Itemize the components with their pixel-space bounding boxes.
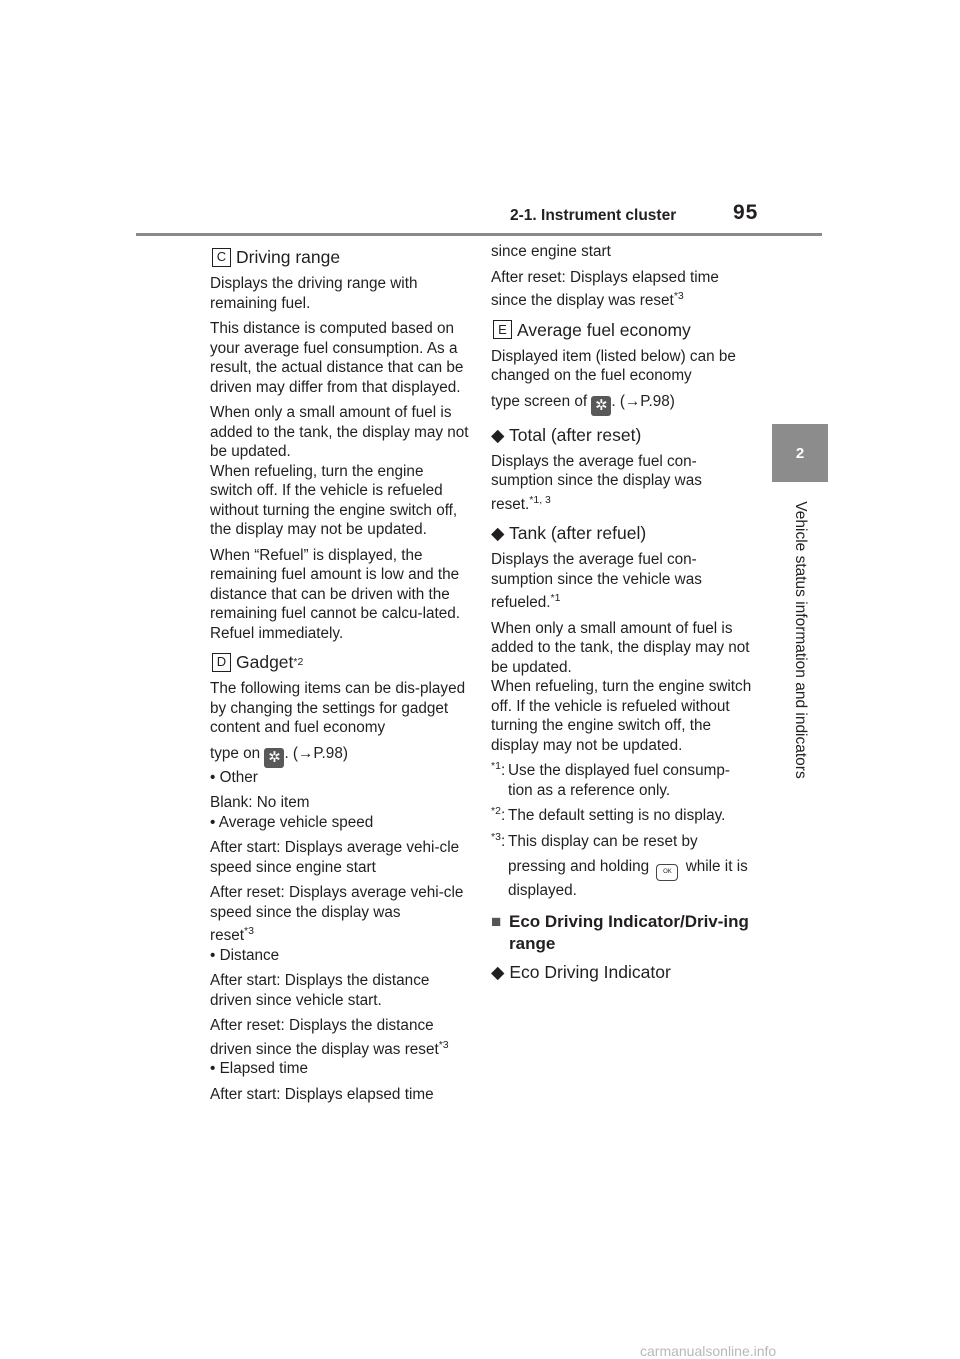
footnote-1	[491, 761, 753, 800]
chapter-title: Vehicle status information and indicators	[792, 501, 809, 779]
avg-after-reset-end	[210, 926, 470, 946]
elapsed-cont: since engine start	[491, 243, 611, 260]
footnote-2	[491, 806, 753, 826]
elapsed-after-reset-b	[491, 291, 753, 311]
right-column	[491, 242, 753, 983]
chapter-number: 2	[795, 444, 805, 462]
driving-range-p2: This distance is computed based on your average fuel consumption. As a result, the actual distance that can be driven may differ from that displayed.	[210, 320, 464, 396]
avg-fuel-type: type screen of	[491, 392, 588, 410]
gadget-ref: . (→P.98)	[284, 744, 348, 762]
diamond-bullet-icon: ◆	[491, 961, 505, 982]
section-title: 2-1. Instrument cluster	[510, 207, 677, 224]
footnote-3-mark: $^{*3}$:	[491, 830, 506, 850]
dist-reset-text: driven since the display was reset	[210, 1040, 439, 1058]
chapter-tab	[772, 424, 828, 482]
gadget-p1: The following items can be dis-played by changing the settings for gadget content and fuel economy	[210, 680, 466, 736]
avg-after-reset: After reset: Displays average vehi-cle speed since the display was	[210, 884, 464, 921]
total-reset-word: reset.	[491, 495, 530, 513]
dist-after-start: After start: Displays the distance driven since vehicle start.	[210, 972, 430, 1009]
eco-section-heading	[491, 911, 753, 955]
callout-d-marker: D	[212, 653, 231, 672]
tank-sup: *1	[550, 591, 561, 604]
fn3-a: This display can be reset by	[508, 832, 698, 850]
callout-e-marker: E	[493, 320, 512, 339]
tank-heading	[491, 522, 753, 544]
footnote-1-mark: $^{*1}$:	[491, 759, 506, 779]
fn2-sup: *2	[491, 804, 501, 817]
elapsed-reset-sup: *3	[673, 289, 684, 302]
tank-title: Tank (after refuel)	[509, 523, 647, 543]
avg-reset-sup: *3	[244, 924, 254, 937]
avg-fuel-ref: . (→P.98)	[611, 392, 675, 410]
footnote-1-text: Use the displayed fuel consump-tion as a reference only.	[508, 762, 730, 799]
left-column	[210, 246, 470, 1104]
callout-c-marker: C	[212, 248, 231, 267]
gadget-title: Gadget	[236, 652, 294, 672]
eco-indicator-title: Eco Driving Indicator	[509, 961, 671, 982]
tank-note-b: When refueling, turn the engine switch off. If the vehicle is refueled without turning the engine switch off, the display may not be updated.	[491, 678, 752, 754]
header-rule	[136, 233, 822, 236]
item-other: • Other	[210, 768, 258, 786]
footnote-2-mark: $^{*2}$:	[491, 804, 506, 824]
page-number: 95	[733, 201, 759, 224]
fn1-sup: *1	[491, 759, 501, 772]
diamond-bullet-icon: ◆	[491, 523, 505, 543]
avg-reset-word: reset	[210, 927, 245, 944]
driving-range-p3b: When refueling, turn the engine switch off. If the vehicle is refueled without turning the engine switch off, the display may not be updated.	[210, 462, 458, 538]
ok-button-icon: OK	[656, 864, 678, 881]
dist-reset-sup: *3	[438, 1038, 449, 1051]
footnote-3	[491, 832, 753, 901]
gadget-p1-tail	[210, 744, 470, 768]
avg-fuel-title: Average fuel economy	[517, 319, 691, 340]
settings-gear-icon: ✲	[591, 396, 611, 416]
driving-range-p4b: Refuel immediately.	[210, 624, 344, 642]
gadget-heading: D Gadget *2	[212, 651, 470, 673]
elapsed-after-start: After start: Displays elapsed time	[210, 1085, 434, 1103]
total-heading	[491, 424, 753, 446]
fn3-c: while it is displayed.	[508, 858, 748, 899]
eco-section-title: Eco Driving Indicator/Driv-ing range	[509, 911, 749, 953]
dist-after-reset-a: After reset: Displays the distance	[210, 1017, 434, 1034]
footnote-3-body	[508, 832, 753, 901]
elapsed-reset-text: since the display was reset	[491, 292, 674, 309]
elapsed-after-reset-a: After reset: Displays elapsed time	[491, 268, 719, 286]
eco-indicator-heading	[491, 961, 753, 983]
dist-after-reset-b	[210, 1040, 470, 1060]
watermark: carmanualsonline.info	[640, 1343, 777, 1359]
blank-item: Blank: No item	[210, 794, 310, 811]
driving-range-heading	[212, 246, 470, 268]
section-square-icon: ■	[491, 911, 502, 931]
avg-fuel-p1-tail	[491, 392, 753, 416]
item-avg-speed: • Average vehicle speed	[210, 813, 374, 831]
fn3-line2	[508, 857, 753, 901]
diamond-bullet-icon: ◆	[491, 424, 505, 445]
tank-p: Displays the average fuel con-sumption since the vehicle was	[491, 551, 702, 588]
tank-p-end	[491, 593, 753, 613]
tank-note-a: When only a small amount of fuel is added to the tank, the display may not be updated.	[491, 619, 750, 676]
total-p: Displays the average fuel con-sumption since the display was	[491, 452, 702, 489]
item-distance: • Distance	[210, 946, 280, 964]
fn3-b: pressing and holding	[508, 858, 650, 875]
driving-range-title: Driving range	[236, 247, 341, 267]
total-p-end	[491, 495, 753, 515]
footnote-2-text: The default setting is no display.	[508, 807, 726, 824]
settings-gear-icon: ✲	[264, 748, 284, 768]
fn3-sup: *3	[491, 830, 501, 843]
gadget-type-on: type on	[210, 744, 261, 762]
tank-refueled-word: refueled.	[491, 594, 551, 611]
avg-fuel-heading	[493, 319, 753, 341]
total-title: Total (after reset)	[509, 424, 642, 445]
total-sup: *1, 3	[529, 493, 551, 506]
driving-range-p3a: When only a small amount of fuel is added to the tank, the display may not be updated.	[210, 404, 469, 460]
driving-range-p1: Displays the driving range with remaining fuel.	[210, 275, 418, 312]
avg-after-start: After start: Displays average vehi-cle speed since engine start	[210, 839, 460, 876]
item-elapsed: • Elapsed time	[210, 1060, 309, 1077]
avg-fuel-p1: Displayed item (listed below) can be changed on the fuel economy	[491, 347, 736, 384]
driving-range-p4a: When “Refuel” is displayed, the remaining fuel amount is low and the distance that can be driven with the remaining fuel cannot be calcu-lated.	[210, 546, 461, 622]
